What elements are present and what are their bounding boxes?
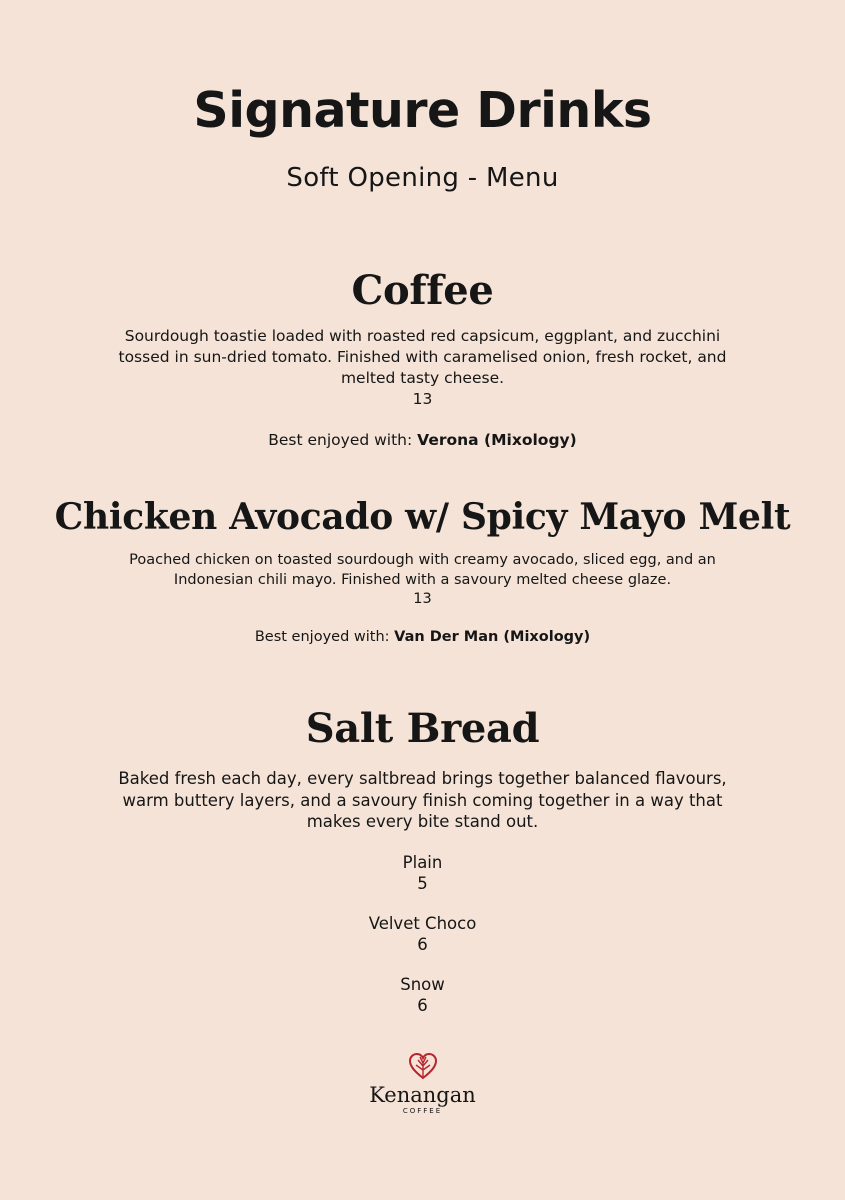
item-description: Baked fresh each day, every saltbread brings together balanced flavours, warm buttery layers, and a savoury finish coming together in a way that makes every bite stand out. <box>118 769 727 831</box>
variant-list <box>0 852 845 1016</box>
item-price: 13 <box>412 390 433 408</box>
section-heading: Chicken Avocado w/ Spicy Mayo Melt <box>54 496 791 538</box>
page-subtitle: Soft Opening - Menu <box>286 163 559 193</box>
brand-logo <box>0 1052 845 1116</box>
variant-name: Plain <box>402 852 443 872</box>
variant-price: 6 <box>417 934 428 954</box>
section-heading: Salt Bread <box>305 705 540 752</box>
item-description: Poached chicken on toasted sourdough with creamy avocado, sliced egg, and an Indonesian chili mayo. Finished with a savoury melted cheese glaze. <box>129 552 716 588</box>
pairing-item: Van Der Man (Mixology) <box>394 629 591 645</box>
variant-item <box>0 913 845 955</box>
item-price: 13 <box>413 591 432 607</box>
variant-price: 5 <box>417 873 428 893</box>
item-description: Sourdough toastie loaded with roasted red capsicum, eggplant, and zucchini tossed in sun-dried tomato. Finished with caramelised onion, fresh rocket, and melted tasty cheese. <box>118 327 727 387</box>
menu-section-salt-bread <box>0 705 845 1035</box>
pairing-label: Best enjoyed with: <box>268 431 418 449</box>
variant-item <box>0 974 845 1016</box>
variant-name: Snow <box>400 974 445 994</box>
pairing-item: Verona (Mixology) <box>417 431 577 449</box>
menu-section-chicken-melt <box>0 494 845 648</box>
page-title: Signature Drinks <box>193 82 652 139</box>
pairing-line <box>0 430 845 451</box>
variant-price: 6 <box>417 995 428 1015</box>
variant-name: Velvet Choco <box>368 913 477 933</box>
pairing-label: Best enjoyed with: <box>254 629 395 645</box>
brand-sub: COFFEE <box>402 1107 443 1115</box>
pairing-line <box>0 627 845 648</box>
menu-section-coffee <box>0 268 845 451</box>
variant-item <box>0 852 845 894</box>
section-heading: Coffee <box>351 267 494 314</box>
heart-tree-logo-icon <box>408 1052 438 1082</box>
brand-name: Kenangan <box>369 1083 476 1107</box>
